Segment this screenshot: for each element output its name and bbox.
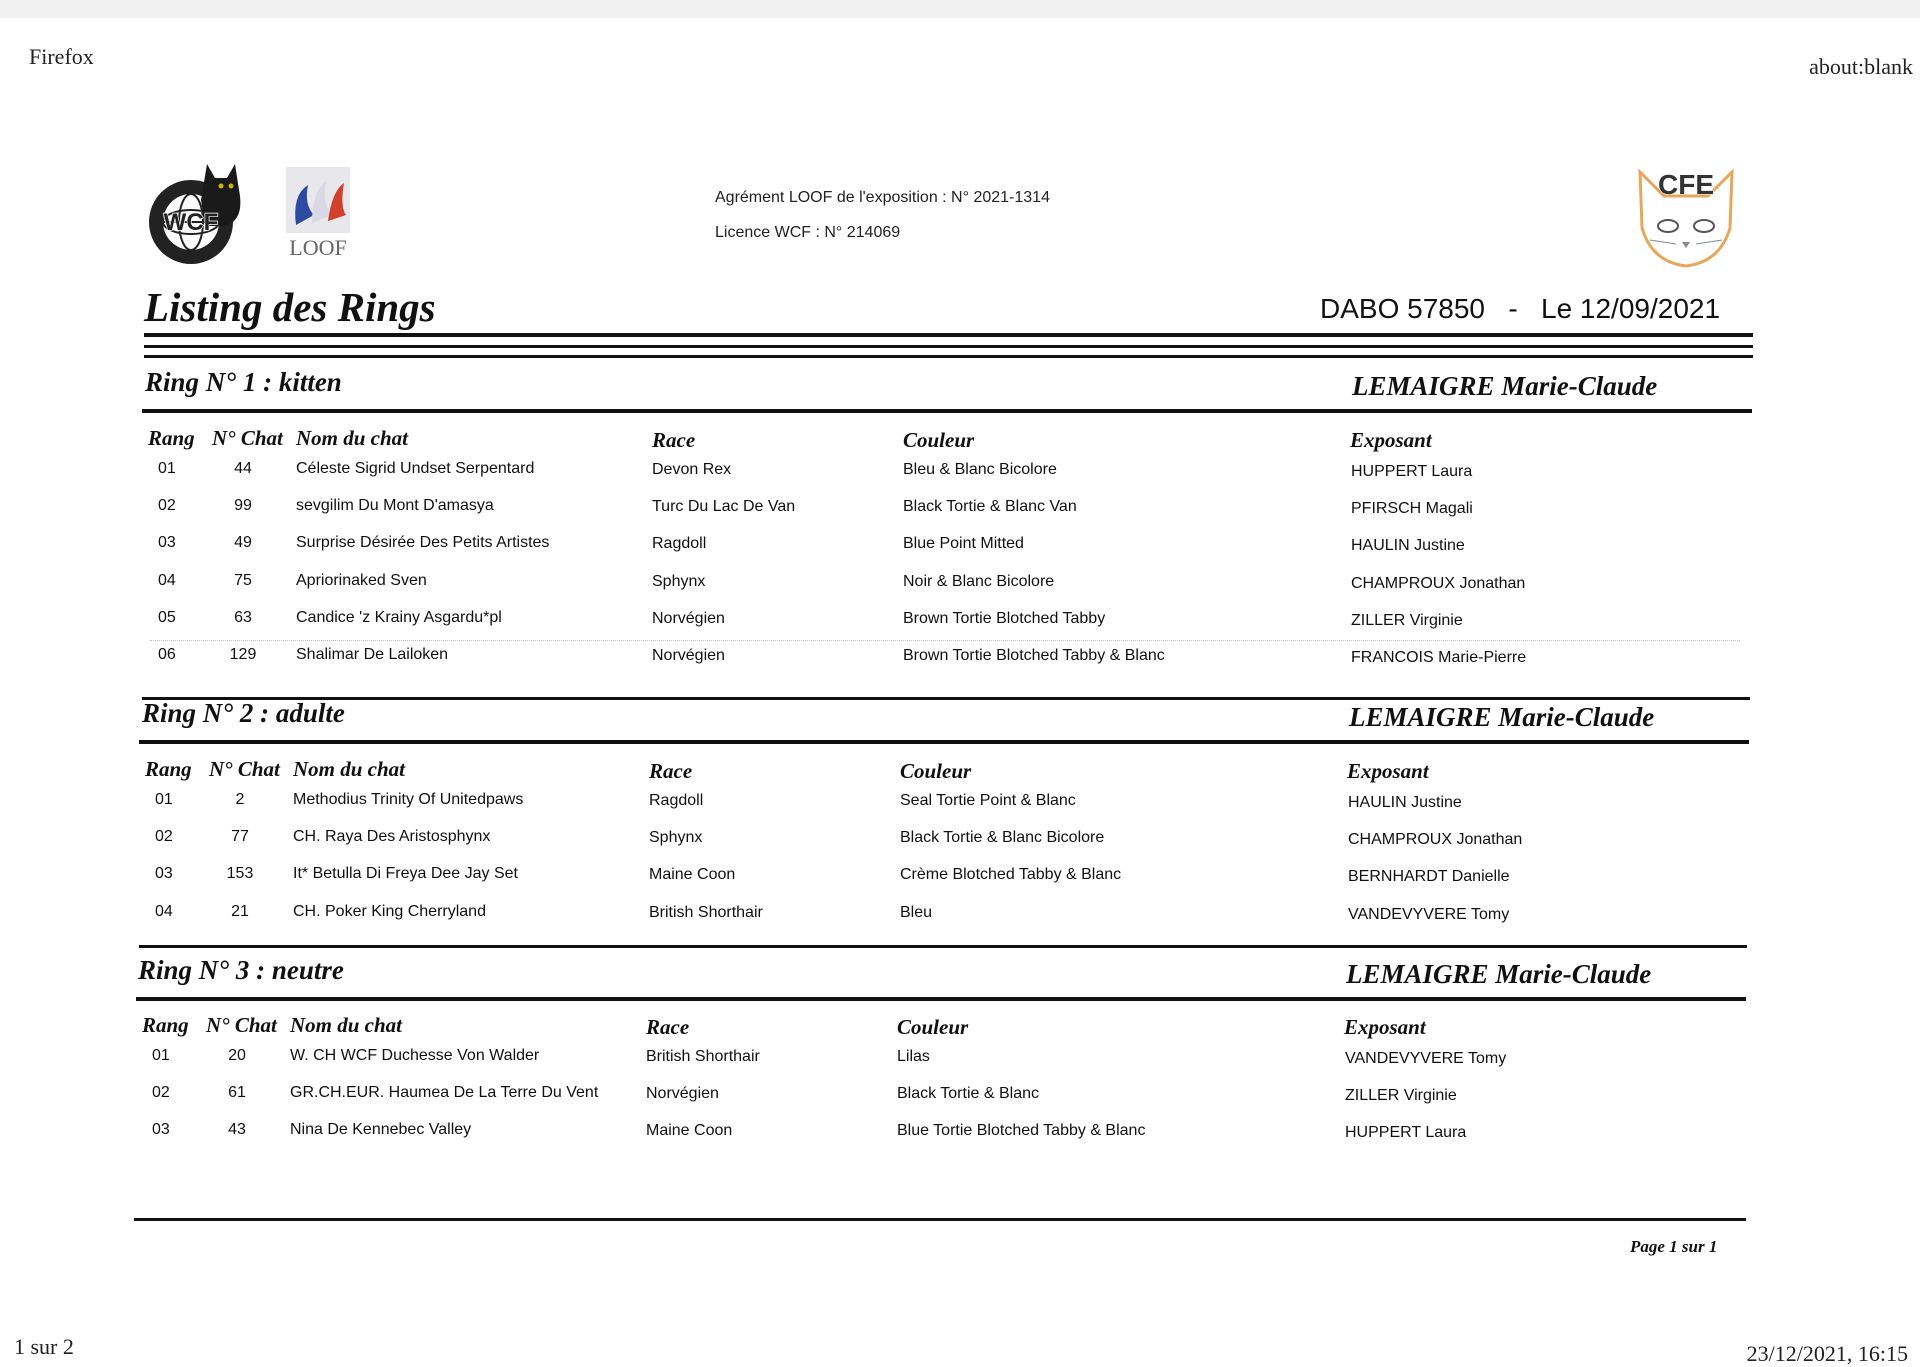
cell-rang: 04	[155, 902, 173, 920]
column-header-couleur: Couleur	[897, 1015, 969, 1039]
browser-top-strip	[0, 0, 1920, 18]
print-footer-page-count: 1 sur 2	[14, 1334, 74, 1359]
cell-couleur: Black Tortie & Blanc Bicolore	[900, 829, 1105, 847]
column-header-num: N° Chat	[206, 1013, 277, 1037]
cell-race: Turc Du Lac De Van	[652, 498, 796, 516]
cell-nom: It* Betulla Di Freya Dee Jay Set	[293, 865, 518, 883]
cell-num: 49	[234, 534, 252, 552]
column-header-nom: Nom du chat	[296, 426, 409, 450]
column-header-race: Race	[649, 759, 693, 783]
cell-exposant: HUPPERT Laura	[1345, 1124, 1467, 1142]
cell-race: Maine Coon	[646, 1122, 733, 1140]
cell-exposant: PFIRSCH Magali	[1351, 500, 1473, 518]
loof-logo-text: LOOF	[289, 235, 347, 260]
cell-num: 2	[235, 791, 245, 808]
cell-num: 99	[234, 497, 252, 515]
column-header-race: Race	[646, 1015, 690, 1039]
cell-rang: 03	[155, 865, 173, 883]
cell-rang: 01	[155, 791, 173, 808]
cell-exposant: CHAMPROUX Jonathan	[1351, 574, 1526, 592]
title-rule-1	[144, 333, 1753, 337]
cell-couleur: Lilas	[897, 1048, 930, 1065]
cell-race: Norvégien	[652, 609, 725, 627]
cell-couleur: Brown Tortie Blotched Tabby & Blanc	[903, 647, 1165, 664]
cell-num: 75	[234, 571, 252, 589]
title-rule-3	[144, 355, 1753, 358]
cell-nom: CH. Raya Des Aristosphynx	[293, 828, 491, 846]
column-header-num: N° Chat	[212, 426, 283, 450]
document-title: Listing des Rings	[144, 284, 436, 330]
column-header-couleur: Couleur	[903, 428, 975, 452]
cell-race: British Shorthair	[646, 1048, 760, 1065]
cell-rang: 02	[158, 497, 176, 515]
print-footer-datetime: 23/12/2021, 16:15	[1746, 1341, 1908, 1366]
ring-header-rule	[139, 740, 1749, 744]
cell-race: Norvégien	[652, 647, 725, 664]
cell-rang: 01	[152, 1047, 170, 1064]
cell-nom: Apriorinaked Sven	[296, 571, 427, 589]
cell-couleur: Brown Tortie Blotched Tabby	[903, 609, 1106, 627]
cell-rang: 05	[158, 608, 176, 626]
cell-couleur: Crème Blotched Tabby & Blanc	[900, 866, 1122, 884]
cell-race: Ragdoll	[649, 792, 704, 809]
column-header-num: N° Chat	[209, 757, 280, 781]
cell-couleur: Noir & Blanc Bicolore	[903, 572, 1055, 590]
cell-rang: 02	[152, 1084, 170, 1102]
cell-num: 21	[231, 902, 249, 920]
ring-judge: LEMAIGRE Marie-Claude	[1352, 371, 1658, 401]
column-header-race: Race	[652, 428, 696, 452]
cell-nom: CH. Poker King Cherryland	[293, 902, 486, 920]
cell-nom: Methodius Trinity Of Unitedpaws	[293, 791, 524, 808]
cell-exposant: CHAMPROUX Jonathan	[1348, 831, 1523, 849]
cell-rang: 01	[158, 460, 176, 477]
cell-nom: Surprise Désirée Des Petits Artistes	[296, 534, 550, 552]
cell-nom: Céleste Sigrid Undset Serpentard	[296, 460, 535, 477]
print-header-app-name: Firefox	[29, 44, 94, 69]
ring-title: Ring N° 1 : kitten	[145, 367, 342, 397]
cell-num: 61	[228, 1084, 246, 1102]
cell-race: British Shorthair	[649, 903, 763, 921]
cfe-logo	[1630, 162, 1742, 274]
cell-num: 77	[231, 828, 249, 846]
loof-agreement-text: Agrément LOOF de l'exposition : N° 2021-1314	[715, 189, 1050, 206]
ring-title: Ring N° 3 : neutre	[138, 955, 344, 985]
column-header-rang: Rang	[145, 757, 192, 781]
cell-num: 153	[226, 865, 254, 883]
cell-nom: Nina De Kennebec Valley	[290, 1121, 472, 1139]
wcf-logo	[145, 160, 249, 270]
cell-exposant: VANDEVYVERE Tomy	[1345, 1050, 1507, 1067]
column-header-rang: Rang	[148, 426, 195, 450]
ring-judge: LEMAIGRE Marie-Claude	[1349, 702, 1655, 732]
cell-race: Devon Rex	[652, 461, 732, 478]
cell-rang: 02	[155, 828, 173, 846]
ring-end-rule	[142, 697, 1750, 700]
cfe-logo-text: CFE	[1658, 169, 1714, 200]
cell-race: Sphynx	[649, 829, 703, 847]
wcf-logo-text: WCF	[163, 209, 219, 236]
cell-race: Sphynx	[652, 572, 706, 590]
cell-rang: 04	[158, 571, 176, 589]
cell-exposant: ZILLER Virginie	[1351, 611, 1463, 629]
column-header-rang: Rang	[142, 1013, 189, 1037]
cell-exposant: HUPPERT Laura	[1351, 463, 1473, 480]
cell-exposant: VANDEVYVERE Tomy	[1348, 905, 1510, 923]
cell-nom: Shalimar De Lailoken	[296, 646, 449, 663]
cell-couleur: Bleu & Blanc Bicolore	[903, 461, 1057, 478]
column-header-exposant: Exposant	[1347, 759, 1429, 783]
column-header-couleur: Couleur	[900, 759, 972, 783]
bottom-rule	[134, 1218, 1746, 1221]
column-header-exposant: Exposant	[1350, 428, 1432, 452]
cell-exposant: ZILLER Virginie	[1345, 1087, 1457, 1105]
page-number: Page 1 sur 1	[1630, 1237, 1718, 1256]
cell-rang: 03	[152, 1121, 170, 1139]
title-rule-2	[144, 345, 1753, 348]
cell-nom: GR.CH.EUR. Haumea De La Terre Du Vent	[290, 1084, 599, 1102]
cell-num: 20	[228, 1047, 246, 1064]
cell-rang: 06	[158, 646, 176, 663]
cell-exposant: HAULIN Justine	[1351, 537, 1465, 555]
cell-num: 129	[229, 646, 257, 663]
column-header-exposant: Exposant	[1344, 1015, 1426, 1039]
cell-couleur: Black Tortie & Blanc Van	[903, 498, 1077, 516]
cell-race: Ragdoll	[652, 535, 707, 553]
ring-end-rule	[139, 945, 1747, 948]
cell-exposant: HAULIN Justine	[1348, 794, 1462, 811]
column-header-nom: Nom du chat	[293, 757, 406, 781]
ring-header-rule	[142, 409, 1752, 413]
cell-couleur: Blue Tortie Blotched Tabby & Blanc	[897, 1122, 1146, 1140]
cell-nom: sevgilim Du Mont D'amasya	[296, 497, 494, 515]
cell-exposant: FRANCOIS Marie-Pierre	[1351, 649, 1527, 666]
loof-logo	[282, 165, 354, 261]
ring-judge: LEMAIGRE Marie-Claude	[1346, 959, 1652, 989]
cell-couleur: Bleu	[900, 903, 933, 921]
cell-exposant: BERNHARDT Danielle	[1348, 868, 1510, 886]
cell-couleur: Seal Tortie Point & Blanc	[900, 792, 1076, 809]
cell-num: 43	[228, 1121, 246, 1139]
column-header-nom: Nom du chat	[290, 1013, 403, 1037]
ring-title: Ring N° 2 : adulte	[142, 698, 345, 728]
cell-race: Norvégien	[646, 1085, 719, 1103]
ring-header-rule	[136, 997, 1746, 1001]
cell-couleur: Black Tortie & Blanc	[897, 1085, 1039, 1103]
place-date: DABO 57850 - Le 12/09/2021	[1320, 293, 1721, 324]
cell-num: 44	[234, 460, 252, 477]
cell-nom: W. CH WCF Duchesse Von Walder	[290, 1047, 540, 1064]
cell-rang: 03	[158, 534, 176, 552]
cell-race: Maine Coon	[649, 866, 736, 884]
row-separator	[150, 640, 1740, 641]
cell-num: 63	[234, 608, 252, 626]
cell-nom: Candice 'z Krainy Asgardu*pl	[296, 608, 502, 626]
cell-couleur: Blue Point Mitted	[903, 535, 1024, 553]
wcf-licence-text: Licence WCF : N° 214069	[715, 224, 901, 241]
print-header-url: about:blank	[1809, 54, 1913, 79]
